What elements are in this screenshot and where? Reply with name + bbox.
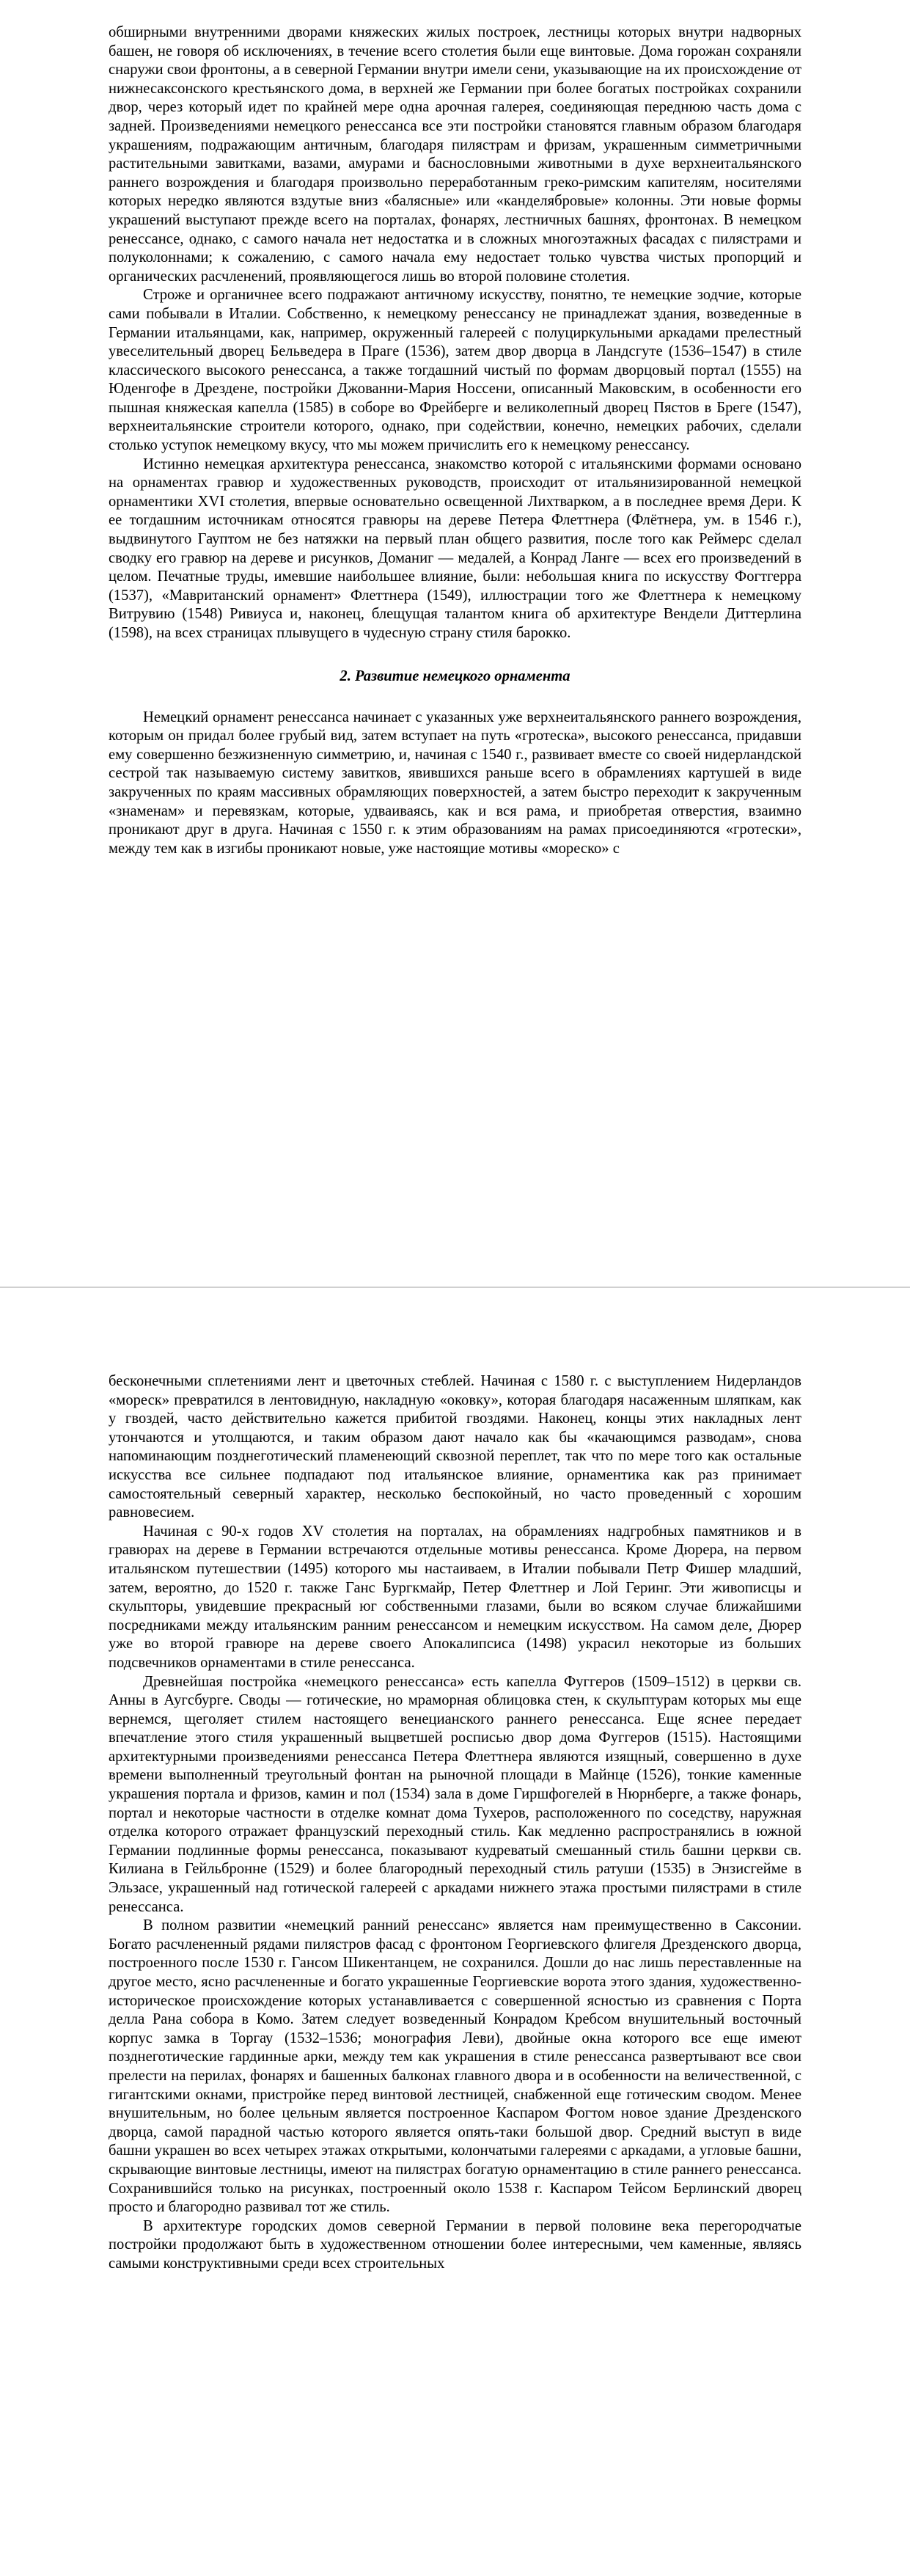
paragraph: бесконечными сплетениями лент и цветочных стеблей. Начиная с 1580 г. с выступлением Нидерландов «мореск» превратился в лентовидную, накладную «оковку», которая благодаря насаженным шляпкам, как у гвоздей, часто действительно кажется прибитой гвоздями. Наконец, концы этих накладных лент утончаются и утолщаются, и таким образом дают начало как бы «качающимся разводам», снова напоминающим позднеготический пламенеющий сквозной переплет, так что по мере того как остальные искусства все сильнее подпадают под итальянское влияние, орнаментика как раз принимает самостоятельный северный характер, несколько беспокойный, но часто проведенный с хорошим равновесием.: [109, 1373, 801, 1521]
paragraph: Немецкий орнамент ренессанса начинает с указанных уже верхнеитальянского раннего возрождения, которым он придал более грубый вид, затем вступает на путь «гротеска», высокого ренессанса, придавши ему совершенно безжизненную симметрию, и, начиная с 1540 г., развивает вместе со своей нидерландской сестрой так называемую систему завитков, явившихся раньше всего в обрамлениях картушей в виде закрученных по краям массивных обрамляющих поверхностей, а затем быстро переходит к закрученным «знаменам» и перевязкам, которые, удваиваясь, как и вся рама, и приобретая отверстия, взаимно проникают друг в друга. Начиная с 1550 г. к этим образованиям на рамах присоединяются «гротески», между тем как в изгибы проникают новые, уже настоящие мотивы «мореско» с: [109, 709, 801, 857]
document-page-1: [0, 0, 910, 1287]
paragraph: Строже и органичнее всего подражают античному искусству, понятно, те немецкие зодчие, которые сами побывали в Италии. Собственно, к немецкому ренессансу не принадлежат здания, возведенные в Германии итальянцами, как, например, окруженный галереей с полуциркульными аркадами прелестный увеселительный дворец Бельведера в Праге (1536), затем двор дворца в Ландсгуте (1536–1547) в стиле классического высокого ренессанса, а также тогдашний чистый по формам дворцовый портал (1555) на Юденгофе в Дрездене, постройки Джованни-Мария Носсени, описанный Маковским, в особенности его пышная княжеская капелла (1585) в соборе во Фрейберге и великолепный дворец Пястов в Бреге (1547), верхнеитальянские строители которого, однако, при содействии, конечно, немецких рабочих, сделали столько уступок немецкому вкусу, что мы можем причислить его к немецкому ренессансу.: [109, 287, 801, 454]
section-heading: 2. Развитие немецкого орнамента: [340, 667, 570, 684]
paragraph: В архитектуре городских домов северной Германии в первой половине века перегородчатые постройки продолжают быть в художественном отношении более интересными, чем каменные, являясь самыми конструктивными среди всех строительных: [109, 2217, 801, 2272]
page-1-text: [109, 23, 801, 858]
paragraph: Истинно немецкая архитектура ренессанса, знакомство которой с итальянскими формами основано на орнаментах гравюр и художественных руководств, происходит от итальянизированной немецкой орнаментики XVI столетия, впервые основательно освещенной Лихтварком, а в последнее время Дери. К ее тогдашним источникам относятся гравюры на дереве Петера Флеттнера (Флётнера, ум. в 1546 г.), выдвинутого Гауптом не без натяжки на первый план общего развития, после того как Реймерс сделал сводку его гравюр на дереве и рисунков, Доманиг — медалей, а Конрад Ланге — всех его произведений в целом. Печатные труды, имевшие наибольшее влияние, были: небольшая книга по искусству Фогтгерра (1537), «Мавританский орнамент» Флеттнера (1549), иллюстрации того же Флеттнера к немецкому Витрувию (1548) Ривиуса и, наконец, блещущая талантом книга об архитектуре Вендели Диттерлина (1598), на всех страницах плывущего в чудесную страну стиля барокко.: [109, 455, 801, 641]
page-2-text: [109, 1372, 801, 2274]
paragraph: Начиная с 90-х годов XV столетия на порталах, на обрамлениях надгробных памятников и в гравюрах на дереве в Германии встречаются отдельные мотивы ренессанса. Кроме Дюрера, на первом итальянском путешествии (1495) которого мы настаиваем, в Италии побывали Петр Фишер младший, затем, вероятно, до 1520 г. также Ганс Бургкмайр, Петер Флеттнер и Лой Геринг. Эти живописцы и скульпторы, увидевшие прекрасный юг собственными глазами, были во всяком случае ближайшими посредниками между итальянским ранним ренессансом и немецким искусством. На самом деле, Дюрер уже во второй гравюре на дереве своего Апокалипсиса (1498) украсил некоторые из больших подсвечников орнаментами в стиле ренессанса.: [109, 1523, 801, 1671]
paragraph: В полном развитии «немецкий ранний ренессанс» является нам преимущественно в Саксонии. Богато расчлененный рядами пилястров фасад с фронтоном Георгиевского флигеля Дрезденского дворца, построенного после 1530 г. Гансом Шикентанцем, не сохранился. Дошли до нас лишь переставленные на другое место, ясно расчлененные и богато украшенные Георгиевские ворота этого здания, художественно-историческое происхождение которых устанавливается с совершенной ясностью из сравнения с Порта делла Рана собора в Комо. Затем следует возведенный Конрадом Кребсом внушительный восточный корпус замка в Торгау (1532–1536; монография Леви), двойные окна которого все еще имеют позднеготические гардинные арки, между тем как украшения в стиле ренессанса развертывают все свои прелести на перилах, фонарях и башенных балконах главного двора и в особенности на величественной, с гигантскими окнами, пристройке перед винтовой лестницей, снабженной еще готическим сводом. Менее внушительным, но более цельным является построенное Каспаром Фогтом новое здание Дрезденского дворца, самой парадной частью которого является опять-таки большой двор. Средний выступ в виде башни украшен во всех четырех этажах открытыми, колончатыми галереями с аркадами, а угловые башни, скрывающие винтовые лестницы, имеют на пилястрах богатую орнаментацию в стиле раннего ренессанса. Сохранившийся только на рисунках, построенный около 1538 г. Каспаром Тейсом Берлинский дворец просто и благородно развивал тот же стиль.: [109, 1917, 801, 2216]
document-page-2: [0, 1288, 910, 2576]
paragraph: Древнейшая постройка «немецкого ренессанса» есть капелла Фуггеров (1509–1512) в церкви св. Анны в Аугсбурге. Своды — готические, но мраморная облицовка стен, к скульптурам которых мы еще вернемся, щеголяет стилем настоящего венецианского раннего ренессанса. Еще яснее передает впечатление этого стиля украшенный выцветшей росписью двор дома Фуггеров (1515). Настоящими архитектурными произведениями ренессанса Петера Флеттнера являются изящный, совершенно в духе времени выполненный треугольный фонтан на рыночной площади в Майнце (1526), тонкие каменные украшения портала и фризов, камин и пол (1534) зала в доме Гиршфогелей в Нюрнберге, а также фонарь, портал и некоторые частности в отделке комнат дома Тухеров, расположенного по соседству, наружная отделка которого отражает французский переходный стиль. Как медленно распространялись в южной Германии подлинные формы ренессанса, показывают кудреватый смешанный стиль башни церкви св. Килиана в Гейльбронне (1529) и более благородный переходный стиль ратуши (1535) в Энзисгейме в Эльзасе, украшенный над готической галереей с аркадами нижнего этажа простыми пилястрами в стиле ренессанса.: [109, 1673, 801, 1915]
paragraph: обширными внутренними дворами княжеских жилых построек, лестницы которых внутри надворных башен, не говоря об исключениях, в течение всего столетия были еще винтовые. Дома горожан сохраняли снаружи свои фронтоны, а в северной Германии внутри имели сени, указывающие на их происхождение от нижнесаксонского крестьянского дома, в верхней же Германии при более богатых постройках сохранили двор, через который идет по крайней мере одна арочная галерея, соединяющая переднюю часть дома с задней. Произведениями немецкого ренессанса все эти постройки становятся главным образом благодаря украшениям, подражающим античным, благодаря пилястрам и фризам, украшенным симметричными растительными завитками, вазами, амурами и баснословными животными в духе верхнеитальянского раннего возрождения и благодаря произвольно переработанным греко-римским капителям, носителями которых нередко являются вздутые вниз «балясные» или «канделябровые» колонны. Эти новые формы украшений выступают прежде всего на порталах, фонарях, лестничных башнях, фронтонах. В немецком ренессансе, однако, с самого начала нет недостатка и в сложных многоэтажных фасадах с пилястрами и полуколоннами; к сожалению, с самого начала ему недостает только чувства чистых пропорций и органических расчленений, проявляющегося лишь во второй половине столетия.: [109, 24, 801, 285]
